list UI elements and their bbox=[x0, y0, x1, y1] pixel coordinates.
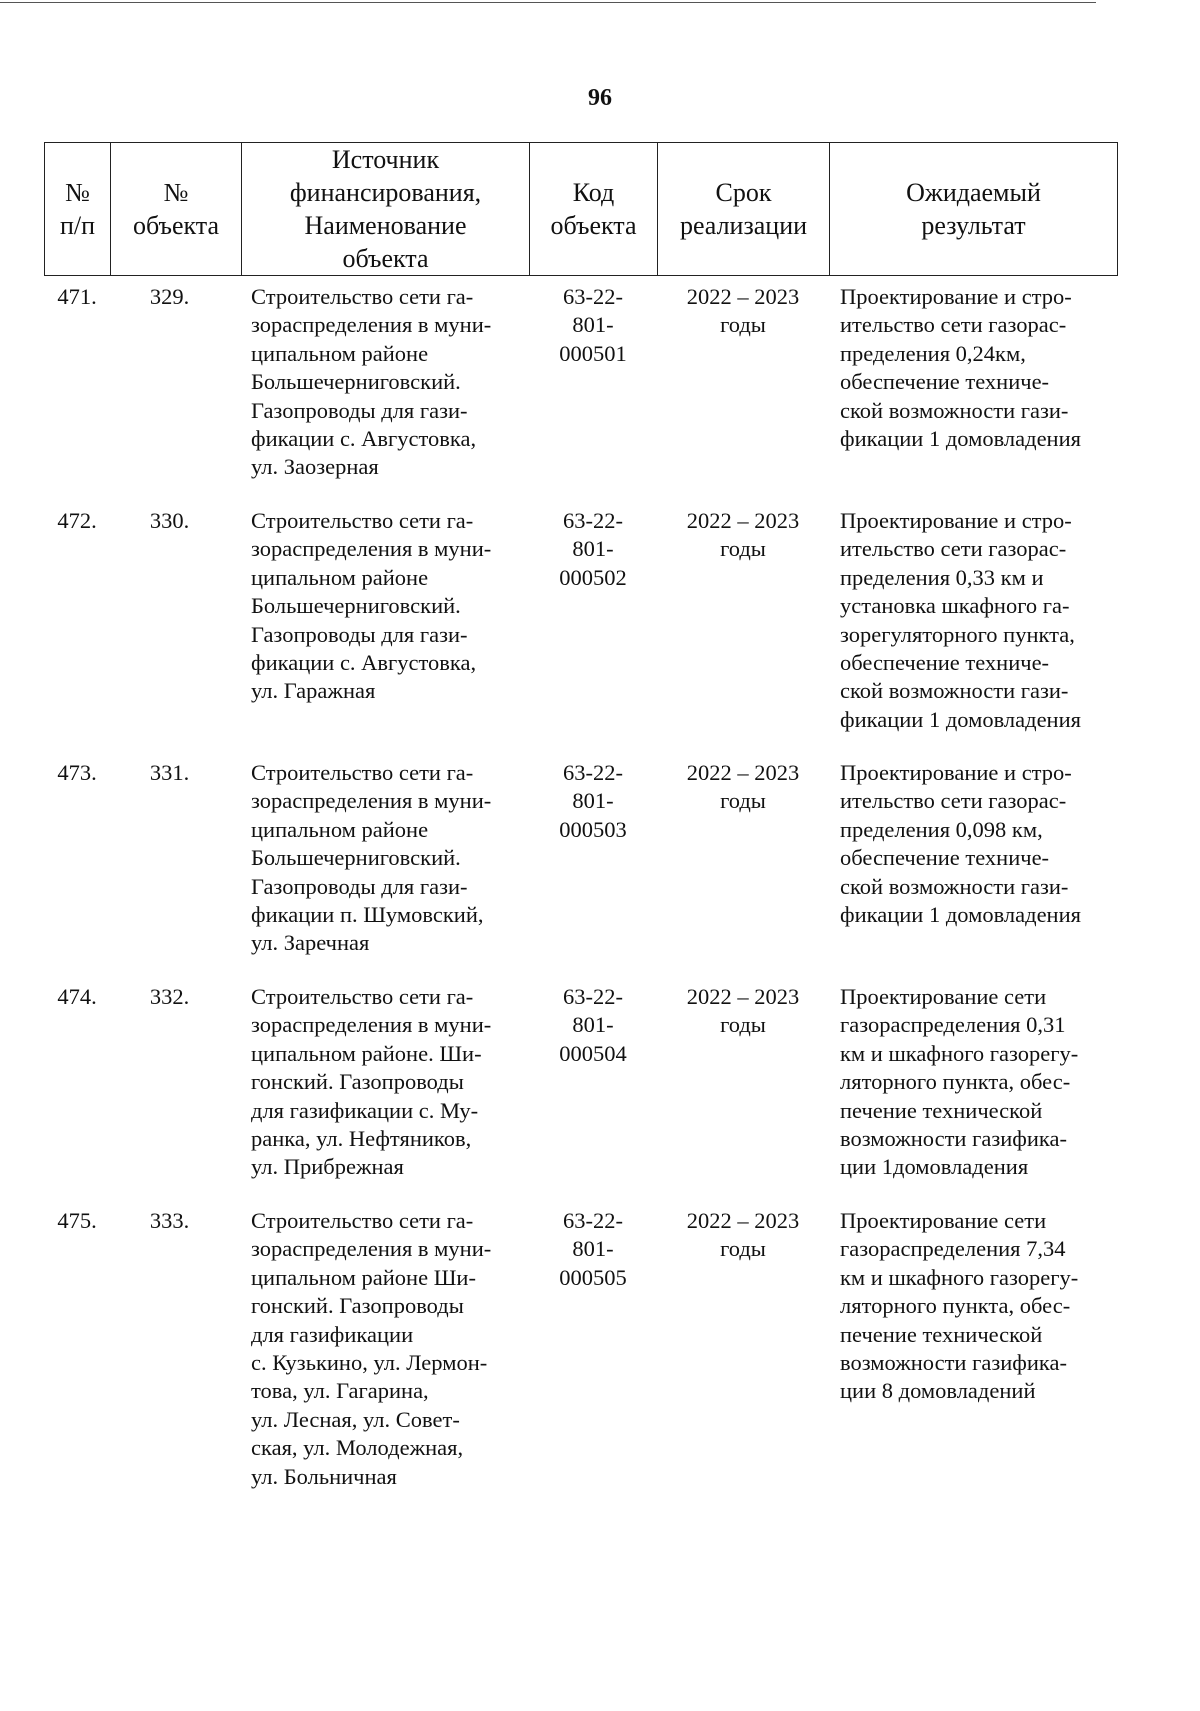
row-object-code: 63-22- 801- 000504 bbox=[559, 984, 627, 1066]
row-object-number: 332. bbox=[149, 984, 190, 1009]
row-funding-source: Строительство сети га- зораспределения в муни- ципальном районе Ши- гонский. Газопроводы для газификации с. Кузькино, ул. Лермон- това, ул. Гагарина, ул. Лесная, ул. Совет- ская, ул. Молодежная, ул. Больничная bbox=[251, 1208, 492, 1489]
row-object-code: 63-22- 801- 000503 bbox=[559, 760, 627, 842]
row-object-number: 331. bbox=[149, 760, 190, 785]
row-expected-result: Проектирование сети газораспределения 7,34 км и шкафного газорегу- ляторного пункта, обес- печение технической возможности газифика- ции 8 домовладений bbox=[840, 1208, 1079, 1404]
row-funding-source: Строительство сети га- зораспределения в муни- ципальном районе Большечерниговский. Газопроводы для гази- фикации п. Шумовский, ул. Заречная bbox=[251, 760, 492, 956]
row-pp: 471. bbox=[57, 284, 97, 309]
row-expected-result: Проектирование и стро- ительство сети газорас- пределения 0,24км, обеспечение техниче- ской возможности гази- фикации 1 домовладения bbox=[840, 284, 1081, 452]
scan-edge-line bbox=[0, 2, 1096, 3]
row-object-code: 63-22- 801- 000505 bbox=[559, 1208, 627, 1290]
header-object-code: Код объекта bbox=[530, 143, 658, 276]
row-object-number: 330. bbox=[149, 508, 190, 533]
row-funding-source: Строительство сети га- зораспределения в муни- ципальном районе. Ши- гонский. Газопроводы для газификации с. Му- ранка, ул. Нефтяников, ул. Прибрежная bbox=[251, 984, 492, 1180]
row-implementation-term: 2022 – 2023 годы bbox=[686, 1208, 800, 1262]
table-header bbox=[44, 142, 1118, 276]
row-implementation-term: 2022 – 2023 годы bbox=[686, 508, 800, 562]
row-object-code: 63-22- 801- 000501 bbox=[559, 284, 627, 366]
row-pp: 475. bbox=[57, 1208, 97, 1233]
row-expected-result: Проектирование сети газораспределения 0,31 км и шкафного газорегу- ляторного пункта, обес- печение технической возможности газифика- ции 1домовладения bbox=[840, 984, 1079, 1180]
row-implementation-term: 2022 – 2023 годы bbox=[686, 760, 800, 814]
header-expected-result: Ожидаемый результат bbox=[830, 143, 1118, 276]
row-pp: 472. bbox=[57, 508, 97, 533]
header-pp: № п/п bbox=[45, 143, 111, 276]
header-object-number: № объекта bbox=[111, 143, 242, 276]
row-pp: 474. bbox=[57, 984, 97, 1009]
row-implementation-term: 2022 – 2023 годы bbox=[686, 284, 800, 338]
row-pp: 473. bbox=[57, 760, 97, 785]
row-funding-source: Строительство сети га- зораспределения в муни- ципальном районе Большечерниговский. Газопроводы для гази- фикации с. Августовка, ул. Заозерная bbox=[251, 284, 492, 480]
row-object-code: 63-22- 801- 000502 bbox=[559, 508, 627, 590]
header-funding-source: Источник финансирования, Наименование объекта bbox=[242, 143, 530, 276]
row-object-number: 333. bbox=[149, 1208, 190, 1233]
row-object-number: 329. bbox=[149, 284, 190, 309]
row-expected-result: Проектирование и стро- ительство сети газорас- пределения 0,098 км, обеспечение техниче- ской возможности гази- фикации 1 домовладения bbox=[840, 760, 1081, 928]
row-funding-source: Строительство сети га- зораспределения в муни- ципальном районе Большечерниговский. Газопроводы для гази- фикации с. Августовка, ул. Гаражная bbox=[251, 508, 492, 704]
row-implementation-term: 2022 – 2023 годы bbox=[686, 984, 800, 1038]
row-expected-result: Проектирование и стро- ительство сети газорас- пределения 0,33 км и установка шкафного га- зорегуляторного пункта, обеспечение техниче- ской возможности гази- фикации 1 домовладения bbox=[840, 508, 1081, 732]
header-implementation-term: Срок реализации bbox=[658, 143, 830, 276]
page-number: 96 bbox=[588, 85, 612, 111]
